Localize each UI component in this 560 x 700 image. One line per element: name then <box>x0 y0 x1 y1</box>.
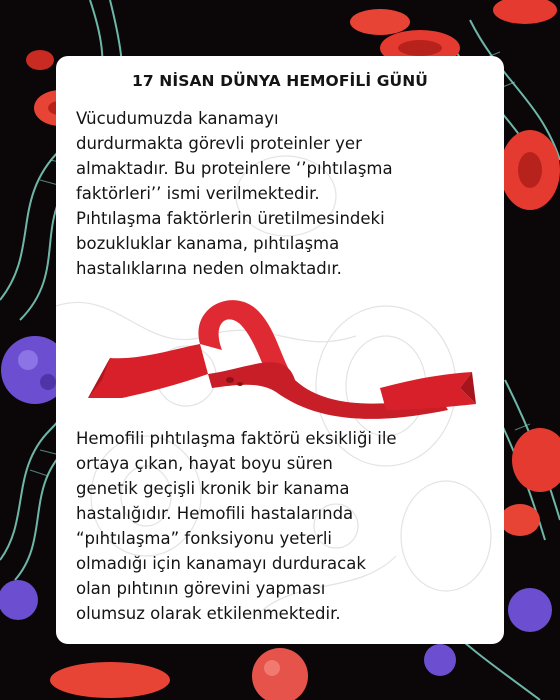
hemophilia-paragraph: Hemofili pıhtılaşma faktörü eksikliği ile ortaya çıkan, hayat boyu süren genetik geçişli kronik bir kanama hastalığıdır. Hemofili hastalarında “pıhtılaşma” fonksiyonu yeterli olmadığı için kanamayı durduracak olan pıhtının görevini yapması olumsuz olarak etkilenmektedir. <box>76 429 397 623</box>
poster-title: 17 NİSAN DÜNYA HEMOFİLİ GÜNÜ <box>131 72 428 90</box>
awareness-ribbon-icon <box>80 288 480 428</box>
intro-paragraph: Vücudumuzda kanamayı durdurmakta görevli proteinler yer almaktadır. Bu proteinlere ‘’pıhtılaşma faktörleri’’ ismi verilmektedir. Pıhtılaşma faktörlerin üretilmesindeki bozukluklar kanama, pıhtılaşma hastalıklarına neden olmaktadır. <box>76 109 393 278</box>
poster-card <box>56 56 504 644</box>
